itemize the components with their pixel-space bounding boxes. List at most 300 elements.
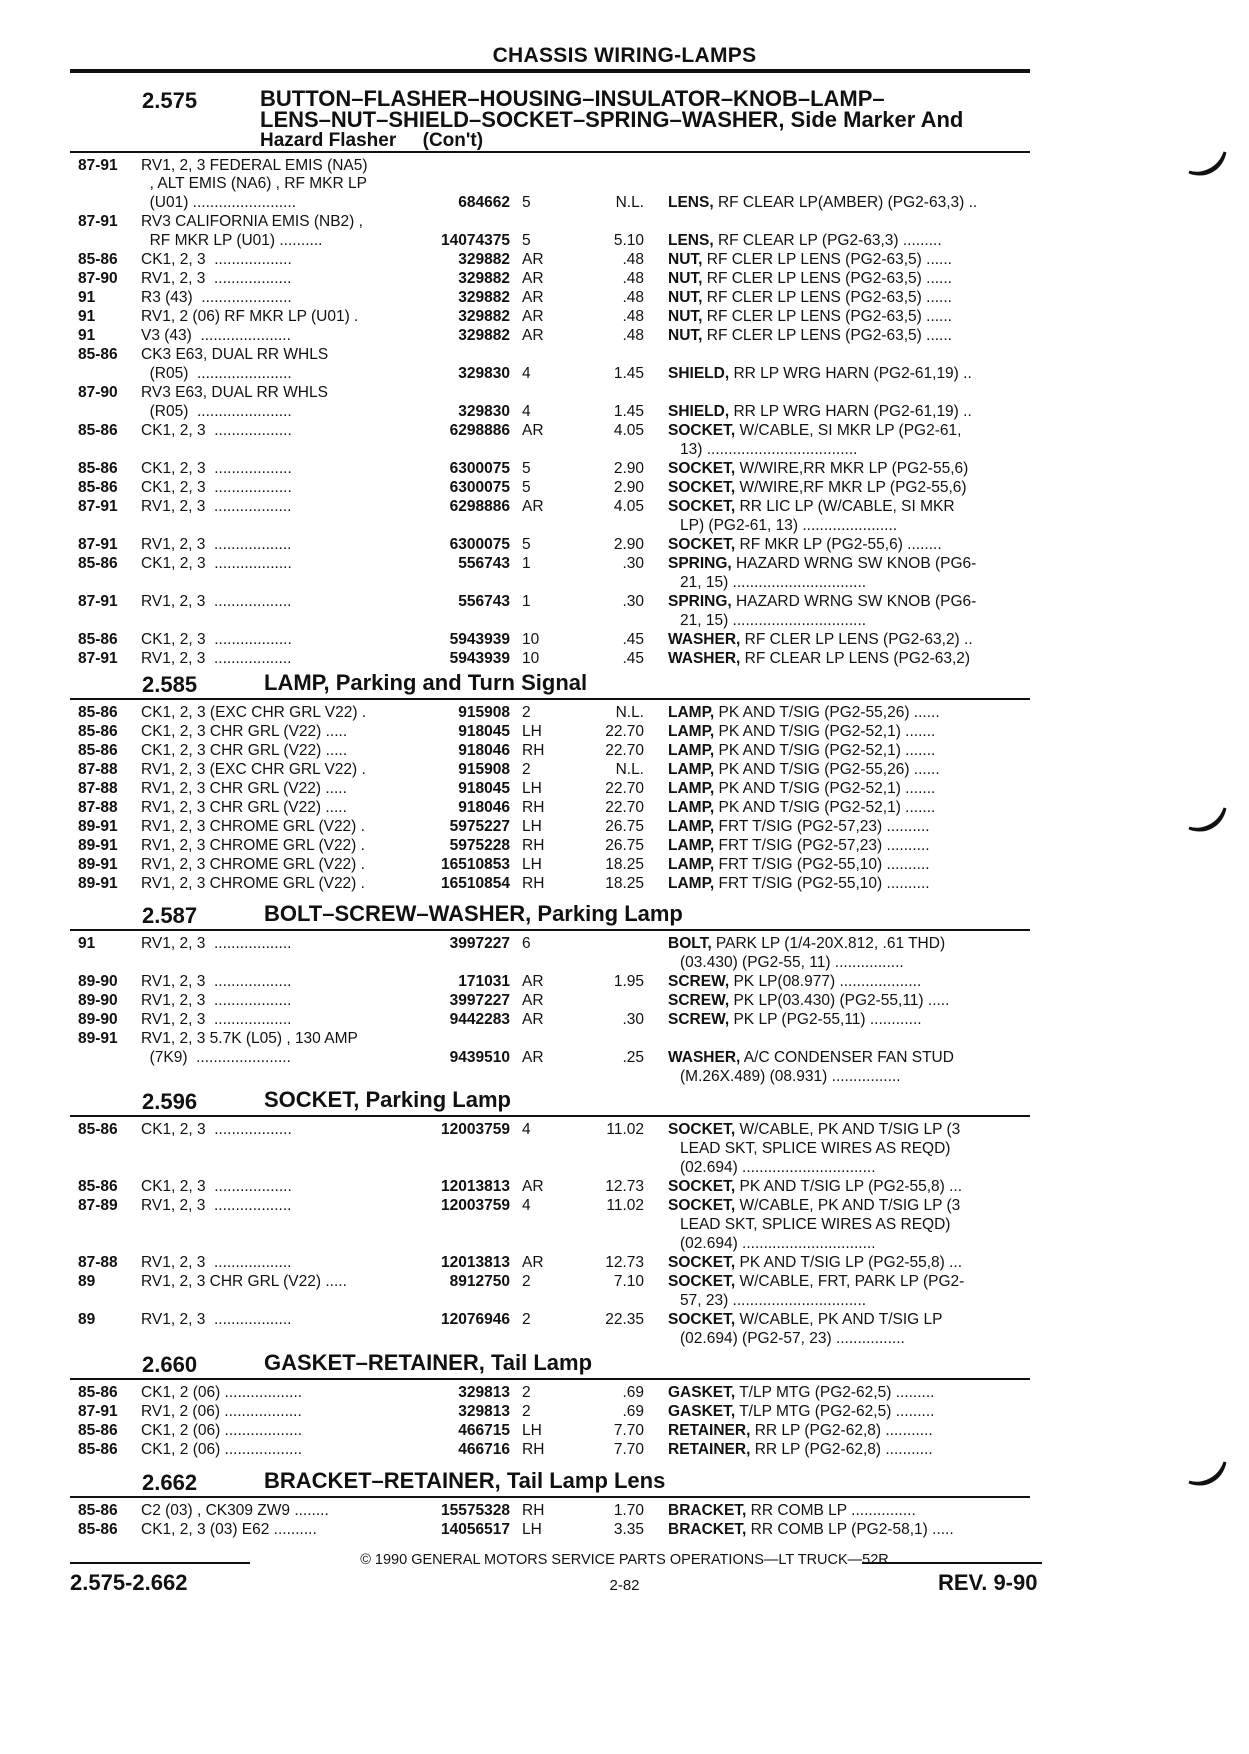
model-application: RV1, 2, 3 5.7K (L05) , 130 AMP bbox=[141, 1030, 358, 1047]
model-years: 87-91 bbox=[78, 498, 118, 515]
quantity: LH bbox=[522, 1521, 542, 1538]
description bbox=[668, 1441, 1036, 1460]
description-keyword: SOCKET, bbox=[668, 1311, 736, 1328]
model-years: 85-86 bbox=[78, 1502, 118, 1519]
model-application: CK1, 2, 3 .................. bbox=[141, 479, 292, 496]
description bbox=[668, 1178, 1036, 1197]
model-application: CK3 E63, DUAL RR WHLS bbox=[141, 346, 329, 363]
model-years: 85-86 bbox=[78, 631, 118, 648]
price: 4.05 bbox=[613, 422, 644, 439]
section-rule bbox=[70, 1496, 1030, 1498]
part-number: 5975227 bbox=[449, 818, 510, 835]
price: 22.70 bbox=[605, 799, 644, 816]
description-text: RF CLER LP LENS (PG2-63,5) ...... bbox=[702, 251, 952, 268]
part-number: 12013813 bbox=[441, 1178, 510, 1195]
description-keyword: NUT, bbox=[668, 270, 703, 287]
model-years: 87-88 bbox=[78, 799, 118, 816]
copyright: © 1990 GENERAL MOTORS SERVICE PARTS OPERATIONS—LT TRUCK—52R bbox=[360, 1552, 889, 1568]
part-number: 14074375 bbox=[441, 232, 510, 249]
part-number: 329830 bbox=[458, 365, 510, 382]
model-years: 85-86 bbox=[78, 742, 118, 759]
description bbox=[668, 935, 1036, 954]
model-application: RV1, 2, 3 .................. bbox=[141, 973, 292, 990]
section-rule bbox=[70, 698, 1030, 700]
model-application: RV1, 2, 3 .................. bbox=[141, 1311, 292, 1328]
model-application: CK1, 2 (06) .................. bbox=[141, 1441, 303, 1458]
description-text: FRT T/SIG (PG2-55,10) .......... bbox=[714, 875, 930, 892]
quantity: AR bbox=[522, 498, 544, 515]
model-years: 85-86 bbox=[78, 1384, 118, 1401]
part-number: 5943939 bbox=[449, 650, 510, 667]
description-text: RR LP WRG HARN (PG2-61,19) .. bbox=[729, 365, 972, 382]
model-application: (R05) ...................... bbox=[141, 403, 292, 420]
model-application: RV3 E63, DUAL RR WHLS bbox=[141, 384, 328, 401]
model-years: 85-86 bbox=[78, 1441, 118, 1458]
section-number: 2.596 bbox=[142, 1089, 198, 1114]
description-continued: 21, 15) ............................... bbox=[680, 574, 867, 591]
model-years: 87-88 bbox=[78, 780, 118, 797]
part-number: 9442283 bbox=[449, 1011, 510, 1028]
model-application: RV1, 2, 3 FEDERAL EMIS (NA5) bbox=[141, 157, 368, 174]
description-keyword: LAMP, bbox=[668, 761, 715, 778]
quantity: 10 bbox=[522, 650, 540, 667]
description bbox=[668, 422, 1036, 441]
part-number: 466716 bbox=[458, 1441, 510, 1458]
description-text: T/LP MTG (PG2-62,5) ......... bbox=[735, 1403, 935, 1420]
description-keyword: SOCKET, bbox=[668, 479, 736, 496]
quantity: AR bbox=[522, 327, 544, 344]
description bbox=[668, 1403, 1036, 1422]
model-application: R3 (43) ..................... bbox=[141, 289, 292, 306]
model-years: 87-91 bbox=[78, 213, 118, 230]
model-years: 89 bbox=[78, 1311, 96, 1328]
quantity: 2 bbox=[522, 704, 531, 721]
description bbox=[668, 1049, 1036, 1068]
price: .48 bbox=[622, 289, 644, 306]
part-number: 6300075 bbox=[449, 536, 510, 553]
description bbox=[668, 555, 1036, 574]
price: 2.90 bbox=[613, 536, 644, 553]
description-keyword: WASHER, bbox=[668, 1049, 741, 1066]
description-text: PK AND T/SIG LP (PG2-55,8) ... bbox=[735, 1178, 963, 1195]
part-number: 329813 bbox=[458, 1384, 510, 1401]
model-application: (U01) ........................ bbox=[141, 194, 297, 211]
revision: REV. 9-90 bbox=[938, 1570, 1038, 1595]
part-number: 329882 bbox=[458, 289, 510, 306]
model-application: RV1, 2 (06) .................. bbox=[141, 1403, 302, 1420]
description-text: PK LP (PG2-55,11) ............ bbox=[729, 1011, 922, 1028]
model-application: RV1, 2, 3 CHROME GRL (V22) . bbox=[141, 818, 365, 835]
part-number: 556743 bbox=[458, 555, 510, 572]
description-keyword: SOCKET, bbox=[668, 1197, 736, 1214]
model-years: 85-86 bbox=[78, 346, 118, 363]
description-keyword: NUT, bbox=[668, 327, 703, 344]
model-application: CK1, 2 (06) .................. bbox=[141, 1422, 303, 1439]
price: 3.35 bbox=[613, 1521, 644, 1538]
part-number: 6300075 bbox=[449, 479, 510, 496]
model-application: CK1, 2, 3 (EXC CHR GRL V22) . bbox=[141, 704, 367, 721]
model-years: 89-90 bbox=[78, 1011, 118, 1028]
section-title-line: LENS–NUT–SHIELD–SOCKET–SPRING–WASHER, Side Marker And bbox=[260, 107, 964, 132]
model-years: 87-88 bbox=[78, 1254, 118, 1271]
quantity: 5 bbox=[522, 194, 531, 211]
description bbox=[668, 704, 1036, 723]
quantity: AR bbox=[522, 973, 544, 990]
price: 18.25 bbox=[605, 856, 644, 873]
section-heading-2-596 bbox=[78, 1089, 1078, 1113]
quantity: RH bbox=[522, 837, 545, 854]
model-application: RV1, 2, 3 (EXC CHR GRL V22) . bbox=[141, 761, 366, 778]
description-text: W/CABLE, SI MKR LP (PG2-61, bbox=[735, 422, 962, 439]
price: .48 bbox=[622, 308, 644, 325]
description-keyword: SOCKET, bbox=[668, 1178, 736, 1195]
quantity: RH bbox=[522, 799, 545, 816]
section-heading-2-662 bbox=[78, 1470, 1078, 1494]
description-text: W/CABLE, PK AND T/SIG LP (3 bbox=[735, 1121, 961, 1138]
model-application: (7K9) ...................... bbox=[141, 1049, 291, 1066]
model-years: 85-86 bbox=[78, 704, 118, 721]
price: 4.05 bbox=[613, 498, 644, 515]
description-keyword: LAMP, bbox=[668, 875, 715, 892]
section-rule bbox=[70, 1378, 1030, 1380]
description-text: W/WIRE,RF MKR LP (PG2-55,6) bbox=[735, 479, 967, 496]
description-text: PK AND T/SIG (PG2-52,1) ....... bbox=[714, 723, 936, 740]
model-application: RF MKR LP (U01) .......... bbox=[141, 232, 323, 249]
description-text: RR COMB LP (PG2-58,1) ..... bbox=[746, 1521, 954, 1538]
description-keyword: SCREW, bbox=[668, 992, 730, 1009]
description-text: A/C CONDENSER FAN STUD bbox=[740, 1049, 954, 1066]
quantity: AR bbox=[522, 992, 544, 1009]
description-continued: (02.694) (PG2-57, 23) ................ bbox=[680, 1330, 905, 1347]
description-text: T/LP MTG (PG2-62,5) ......... bbox=[735, 1384, 935, 1401]
section-title: LAMP, Parking and Turn Signal bbox=[264, 670, 588, 695]
description-keyword: SHIELD, bbox=[668, 365, 730, 382]
quantity: 2 bbox=[522, 761, 531, 778]
model-application: CK1, 2, 3 CHR GRL (V22) ..... bbox=[141, 742, 348, 759]
model-years: 89-90 bbox=[78, 992, 118, 1009]
description-keyword: SOCKET, bbox=[668, 422, 736, 439]
part-number: 329882 bbox=[458, 327, 510, 344]
description-keyword: GASKET, bbox=[668, 1384, 736, 1401]
description-keyword: BOLT, bbox=[668, 935, 712, 952]
description-text: PK AND T/SIG (PG2-52,1) ....... bbox=[714, 799, 936, 816]
section-heading-2-575 bbox=[78, 88, 1078, 152]
model-years: 87-91 bbox=[78, 1403, 118, 1420]
model-application: CK1, 2, 3 .................. bbox=[141, 422, 292, 439]
description bbox=[668, 1384, 1036, 1403]
part-number: 15575328 bbox=[441, 1502, 510, 1519]
section-heading-2-585 bbox=[78, 672, 1078, 696]
description-text: PK AND T/SIG (PG2-55,26) ...... bbox=[714, 704, 940, 721]
model-application: RV1, 2, 3 .................. bbox=[141, 536, 292, 553]
binder-hole-mark bbox=[1185, 806, 1229, 836]
quantity: 2 bbox=[522, 1403, 531, 1420]
description-text: FRT T/SIG (PG2-57,23) .......... bbox=[714, 837, 930, 854]
quantity: 2 bbox=[522, 1273, 531, 1290]
model-years: 91 bbox=[78, 289, 96, 306]
description-keyword: SOCKET, bbox=[668, 1254, 736, 1271]
part-number: 918046 bbox=[458, 742, 510, 759]
description-keyword: LENS, bbox=[668, 194, 714, 211]
description-text: PARK LP (1/4-20X.812, .61 THD) bbox=[711, 935, 946, 952]
description-keyword: SHIELD, bbox=[668, 403, 730, 420]
price: .30 bbox=[622, 555, 644, 572]
model-years: 85-86 bbox=[78, 1178, 118, 1195]
price: 1.45 bbox=[613, 365, 644, 382]
description-text: FRT T/SIG (PG2-57,23) .......... bbox=[714, 818, 930, 835]
description-keyword: GASKET, bbox=[668, 1403, 736, 1420]
description-keyword: WASHER, bbox=[668, 650, 741, 667]
price: 26.75 bbox=[605, 837, 644, 854]
description-keyword: SOCKET, bbox=[668, 460, 736, 477]
description-text: RF CLEAR LP(AMBER) (PG2-63,3) .. bbox=[713, 194, 978, 211]
description-text: RF CLER LP LENS (PG2-63,5) ...... bbox=[702, 308, 952, 325]
model-years: 91 bbox=[78, 935, 96, 952]
model-years: 89-91 bbox=[78, 875, 118, 892]
quantity: AR bbox=[522, 1011, 544, 1028]
description bbox=[668, 799, 1036, 818]
description-keyword: SOCKET, bbox=[668, 536, 736, 553]
part-number: 915908 bbox=[458, 704, 510, 721]
description-text: FRT T/SIG (PG2-55,10) .......... bbox=[714, 856, 930, 873]
description-continued: 13) ................................... bbox=[680, 441, 858, 458]
description bbox=[668, 780, 1036, 799]
description-text: W/CABLE, PK AND T/SIG LP (3 bbox=[735, 1197, 961, 1214]
price: .48 bbox=[622, 270, 644, 287]
description bbox=[668, 1197, 1036, 1216]
description bbox=[668, 1521, 1036, 1540]
price: N.L. bbox=[615, 761, 644, 778]
description-text: RR LP (PG2-62,8) ........... bbox=[750, 1441, 933, 1458]
description-text: RR LP (PG2-62,8) ........... bbox=[750, 1422, 933, 1439]
model-application: V3 (43) ..................... bbox=[141, 327, 291, 344]
model-application: RV1, 2, 3 CHROME GRL (V22) . bbox=[141, 856, 365, 873]
price: .30 bbox=[622, 593, 644, 610]
model-years: 87-91 bbox=[78, 157, 118, 174]
model-years: 85-86 bbox=[78, 723, 118, 740]
model-years: 89-91 bbox=[78, 856, 118, 873]
quantity: 4 bbox=[522, 1197, 531, 1214]
price: .69 bbox=[622, 1384, 644, 1401]
model-application: RV1, 2 (06) RF MKR LP (U01) . bbox=[141, 308, 359, 325]
part-number: 329882 bbox=[458, 270, 510, 287]
part-number: 329830 bbox=[458, 403, 510, 420]
model-years: 85-86 bbox=[78, 1521, 118, 1538]
part-number: 556743 bbox=[458, 593, 510, 610]
description-keyword: LAMP, bbox=[668, 780, 715, 797]
description-text: RF CLER LP LENS (PG2-63,5) ...... bbox=[702, 289, 952, 306]
description bbox=[668, 327, 1036, 346]
section-rule bbox=[70, 151, 1030, 153]
model-application: CK1, 2, 3 .................. bbox=[141, 555, 292, 572]
model-application: (R05) ...................... bbox=[141, 365, 292, 382]
section-title bbox=[260, 88, 963, 151]
section-heading-2-660 bbox=[78, 1352, 1078, 1376]
page-number: 2-82 bbox=[609, 1577, 640, 1594]
description-continued: LEAD SKT, SPLICE WIRES AS REQD) bbox=[680, 1216, 951, 1233]
model-application: CK1, 2, 3 .................. bbox=[141, 1178, 292, 1195]
quantity: AR bbox=[522, 1254, 544, 1271]
description-keyword: SPRING, bbox=[668, 593, 732, 610]
model-years: 89-91 bbox=[78, 1030, 118, 1047]
description-keyword: LAMP, bbox=[668, 818, 715, 835]
description bbox=[668, 270, 1036, 289]
model-application: RV1, 2, 3 .................. bbox=[141, 992, 292, 1009]
quantity: 1 bbox=[522, 593, 531, 610]
page-title: CHASSIS WIRING-LAMPS bbox=[492, 44, 757, 67]
description-text: RF MKR LP (PG2-55,6) ........ bbox=[735, 536, 942, 553]
section-title-line: BUTTON–FLASHER–HOUSING–INSULATOR–KNOB–LAMP– bbox=[260, 86, 885, 111]
description bbox=[668, 1254, 1036, 1273]
description-keyword: NUT, bbox=[668, 308, 703, 325]
part-number: 915908 bbox=[458, 761, 510, 778]
model-years: 85-86 bbox=[78, 460, 118, 477]
description-text: PK AND T/SIG (PG2-52,1) ....... bbox=[714, 742, 936, 759]
model-years: 87-89 bbox=[78, 1197, 118, 1214]
description-keyword: LAMP, bbox=[668, 704, 715, 721]
description-keyword: LAMP, bbox=[668, 742, 715, 759]
quantity: 4 bbox=[522, 1121, 531, 1138]
quantity: RH bbox=[522, 742, 545, 759]
price: 11.02 bbox=[606, 1197, 644, 1214]
description-continued: 57, 23) ............................... bbox=[680, 1292, 867, 1309]
part-number: 329882 bbox=[458, 308, 510, 325]
description bbox=[668, 1422, 1036, 1441]
quantity: 5 bbox=[522, 536, 531, 553]
part-number: 6298886 bbox=[449, 422, 510, 439]
model-application: RV1, 2, 3 CHROME GRL (V22) . bbox=[141, 875, 365, 892]
description-text: HAZARD WRNG SW KNOB (PG6- bbox=[731, 555, 977, 572]
section-heading-2-587 bbox=[78, 903, 1078, 927]
section-rule bbox=[70, 929, 1030, 931]
price: N.L. bbox=[615, 704, 644, 721]
quantity: AR bbox=[522, 1049, 544, 1066]
quantity: LH bbox=[522, 1422, 542, 1439]
price: 7.70 bbox=[613, 1441, 644, 1458]
model-years: 89-91 bbox=[78, 837, 118, 854]
quantity: 4 bbox=[522, 365, 531, 382]
description-keyword: NUT, bbox=[668, 251, 703, 268]
section-number: 2.587 bbox=[142, 903, 198, 928]
binder-hole-mark bbox=[1185, 1460, 1229, 1490]
part-number: 12003759 bbox=[441, 1121, 510, 1138]
description-continued: (02.694) ............................... bbox=[680, 1235, 876, 1252]
price: 22.35 bbox=[605, 1311, 644, 1328]
description-text: HAZARD WRNG SW KNOB (PG6- bbox=[731, 593, 977, 610]
description bbox=[668, 1311, 1036, 1330]
description-continued: (02.694) ............................... bbox=[680, 1159, 876, 1176]
model-application: , ALT EMIS (NA6) , RF MKR LP bbox=[141, 175, 367, 192]
description-text: W/CABLE, PK AND T/SIG LP bbox=[735, 1311, 943, 1328]
price: 1.70 bbox=[613, 1502, 644, 1519]
quantity: 5 bbox=[522, 460, 531, 477]
description-keyword: LENS, bbox=[668, 232, 714, 249]
model-years: 87-88 bbox=[78, 761, 118, 778]
description bbox=[668, 631, 1036, 650]
model-application: CK1, 2, 3 .................. bbox=[141, 251, 292, 268]
description bbox=[668, 650, 1036, 669]
price: 7.70 bbox=[613, 1422, 644, 1439]
description-keyword: SOCKET, bbox=[668, 1273, 736, 1290]
model-years: 87-91 bbox=[78, 593, 118, 610]
model-application: RV1, 2, 3 .................. bbox=[141, 593, 292, 610]
model-years: 89-90 bbox=[78, 973, 118, 990]
quantity: 2 bbox=[522, 1311, 531, 1328]
price: .25 bbox=[622, 1049, 644, 1066]
description bbox=[668, 1121, 1036, 1140]
description bbox=[668, 289, 1036, 308]
quantity: LH bbox=[522, 818, 542, 835]
description-keyword: BRACKET, bbox=[668, 1502, 747, 1519]
model-years: 85-86 bbox=[78, 1121, 118, 1138]
description-text: RF CLEAR LP (PG2-63,3) ......... bbox=[713, 232, 942, 249]
description-text: RR LIC LP (W/CABLE, SI MKR bbox=[735, 498, 955, 515]
description-text: PK LP(08.977) ................... bbox=[729, 973, 922, 990]
page-range: 2.575-2.662 bbox=[70, 1570, 188, 1595]
section-title: BRACKET–RETAINER, Tail Lamp Lens bbox=[264, 1468, 666, 1493]
quantity: AR bbox=[522, 1178, 544, 1195]
model-application: RV1, 2, 3 CHR GRL (V22) ..... bbox=[141, 799, 347, 816]
description-keyword: LAMP, bbox=[668, 837, 715, 854]
price: 1.95 bbox=[613, 973, 644, 990]
price: 12.73 bbox=[605, 1254, 644, 1271]
description-keyword: LAMP, bbox=[668, 799, 715, 816]
price: .45 bbox=[622, 631, 644, 648]
description-text: RR COMB LP ............... bbox=[746, 1502, 916, 1519]
description-keyword: LAMP, bbox=[668, 856, 715, 873]
price: .69 bbox=[622, 1403, 644, 1420]
model-years: 87-91 bbox=[78, 536, 118, 553]
model-years: 85-86 bbox=[78, 251, 118, 268]
part-number: 16510854 bbox=[441, 875, 510, 892]
price: 18.25 bbox=[605, 875, 644, 892]
description bbox=[668, 460, 1036, 479]
price: .48 bbox=[622, 251, 644, 268]
part-number: 9439510 bbox=[449, 1049, 510, 1066]
model-years: 91 bbox=[78, 308, 96, 325]
price: .30 bbox=[622, 1011, 644, 1028]
model-application: RV1, 2, 3 .................. bbox=[141, 1011, 292, 1028]
description-keyword: SOCKET, bbox=[668, 1121, 736, 1138]
part-number: 6298886 bbox=[449, 498, 510, 515]
description bbox=[668, 856, 1036, 875]
model-application: CK1, 2, 3 .................. bbox=[141, 460, 292, 477]
model-application: RV1, 2, 3 CHR GRL (V22) ..... bbox=[141, 1273, 347, 1290]
price: N.L. bbox=[615, 194, 644, 211]
description bbox=[668, 992, 1036, 1011]
description bbox=[668, 251, 1036, 270]
part-number: 918045 bbox=[458, 723, 510, 740]
price: 2.90 bbox=[613, 479, 644, 496]
description-keyword: WASHER, bbox=[668, 631, 741, 648]
description bbox=[668, 1502, 1036, 1521]
price: 12.73 bbox=[605, 1178, 644, 1195]
part-number: 5943939 bbox=[449, 631, 510, 648]
part-number: 466715 bbox=[458, 1422, 510, 1439]
price: 7.10 bbox=[613, 1273, 644, 1290]
part-number: 16510853 bbox=[441, 856, 510, 873]
model-application: RV1, 2, 3 .................. bbox=[141, 270, 292, 287]
model-application: C2 (03) , CK309 ZW9 ........ bbox=[141, 1502, 329, 1519]
model-years: 89-91 bbox=[78, 818, 118, 835]
part-number: 3997227 bbox=[449, 992, 510, 1009]
model-application: CK1, 2, 3 .................. bbox=[141, 1121, 292, 1138]
description-text: PK AND T/SIG (PG2-55,26) ...... bbox=[714, 761, 940, 778]
quantity: 6 bbox=[522, 935, 531, 952]
quantity: LH bbox=[522, 723, 542, 740]
description bbox=[668, 973, 1036, 992]
section-number: 2.585 bbox=[142, 672, 198, 697]
